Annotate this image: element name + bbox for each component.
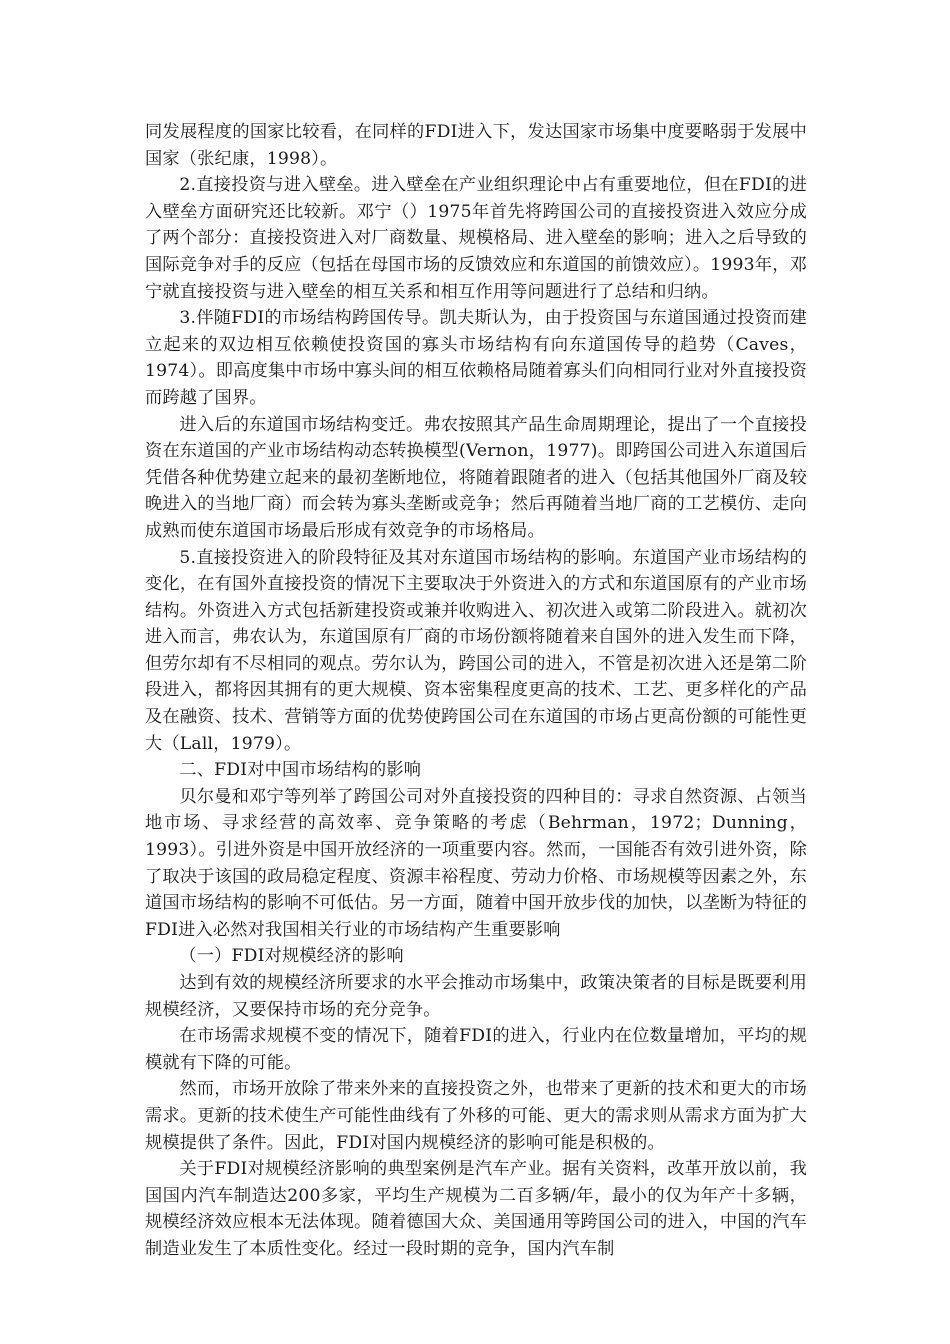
paragraph-structure-change: 进入后的东道国市场结构变迁。弗农按照其产品生命周期理论，提出了一个直接投资在东道国的产业市场结构动态转换模型(Vernon，1977)。即跨国公司进入东道国后凭借各种优势建立起来的最初垄断地位，将随着跟随者的进入（包括其他国外厂商及较晚进入的当地厂商）而会转为寡头垄断或竞争；然后再随着当地厂商的工艺模仿、走向成熟而使东道国市场最后形成有效竞争的市场格局。 [145, 414, 807, 541]
paragraph-continuation: 同发展程度的国家比较看，在同样的FDI进入下，发达国家市场集中度要略弱于发展中国家（张纪康，1998）。 [145, 122, 807, 169]
paragraph-structure-transmission: 3.伴随FDI的市场结构跨国传导。凯夫斯认为，由于投资国与东道国通过投资而建立起来的双边相互依赖使投资国的寡头市场结构有向东道国传导的趋势（Caves，1974）。即高度集中市场中寡头间的相互依赖格局随着寡头们向相同行业对外直接投资而跨越了国界。 [145, 308, 807, 408]
paragraph-scale-economy: 达到有效的规模经济所要求的水平会推动市场集中，政策决策者的目标是既要利用规模经济，又要保持市场的充分竞争。 [145, 973, 807, 1020]
paragraph-investment-motives: 贝尔曼和邓宁等列举了跨国公司对外直接投资的四种目的：寻求自然资源、占领当地市场、寻求经营的高效率、竞争策略的考虑（Behrman，1972；Dunning，1993）。引进外资是中国开放经济的一项重要内容。然而，一国能否有效引进外资，除了取决于该国的政局稳定程度、资源丰裕程度、劳动力价格、市场规模等因素之外，东道国市场结构的影响不可低估。另一方面，随着中国开放步伐的加快，以垄断为特征的FDI进入必然对我国相关行业的市场结构产生重要影响 [145, 786, 807, 940]
paragraph-market-demand: 在市场需求规模不变的情况下，随着FDI的进入，行业内在位数量增加，平均的规模就有下降的可能。 [145, 1026, 807, 1073]
document-body [145, 119, 807, 1263]
paragraph-market-opening: 然而，市场开放除了带来外来的直接投资之外，也带来了更新的技术和更大的市场需求。更新的技术使生产可能性曲线有了外移的可能、更大的需求则从需求方面为扩大规模提供了条件。因此，FDI对国内规模经济的影响可能是积极的。 [145, 1079, 807, 1153]
subsection-heading: （一）FDI对规模经济的影响 [179, 946, 404, 967]
paragraph-entry-stages: 5.直接投资进入的阶段特征及其对东道国市场结构的影响。东道国产业市场结构的变化，在有国外直接投资的情况下主要取决于外资进入的方式和东道国原有的产业市场结构。外资进入方式包括新建投资或兼并收购进入、初次进入或第二阶段进入。就初次进入而言，弗农认为，东道国原有厂商的市场份额将随着来自国外的进入发生而下降，但劳尔却有不尽相同的观点。劳尔认为，跨国公司的进入，不管是初次进入还是第二阶段进入，都将因其拥有的更大规模、资本密集程度更高的技术、工艺、更多样化的产品及在融资、技术、营销等方面的优势使跨国公司在东道国的市场占更高份额的可能性更大（Lall，1979）。 [145, 547, 807, 754]
section-heading: 二、FDI对中国市场结构的影响 [179, 760, 422, 781]
paragraph-entry-barriers: 2.直接投资与进入壁垒。进入壁垒在产业组织理论中占有重要地位，但在FDI的进入壁垒方面研究还比较新。邓宁（）1975年首先将跨国公司的直接投资进入效应分成了两个部分：直接投资进入对厂商数量、规模格局、进入壁垒的影响；进入之后导致的国际竞争对手的反应（包括在母国市场的反馈效应和东道国的前馈效应）。1993年，邓宁就直接投资与进入壁垒的相互关系和相互作用等问题进行了总结和归纳。 [145, 175, 807, 302]
paragraph-auto-industry: 关于FDI对规模经济影响的典型案例是汽车产业。据有关资料，改革开放以前，我国国内汽车制造达200多家，平均生产规模为二百多辆/年，最小的仅为年产十多辆，规模经济效应根本无法体现。随着德国大众、美国通用等跨国公司的进入，中国的汽车制造业发生了本质性变化。经过一段时期的竞争，国内汽车制 [145, 1159, 807, 1259]
